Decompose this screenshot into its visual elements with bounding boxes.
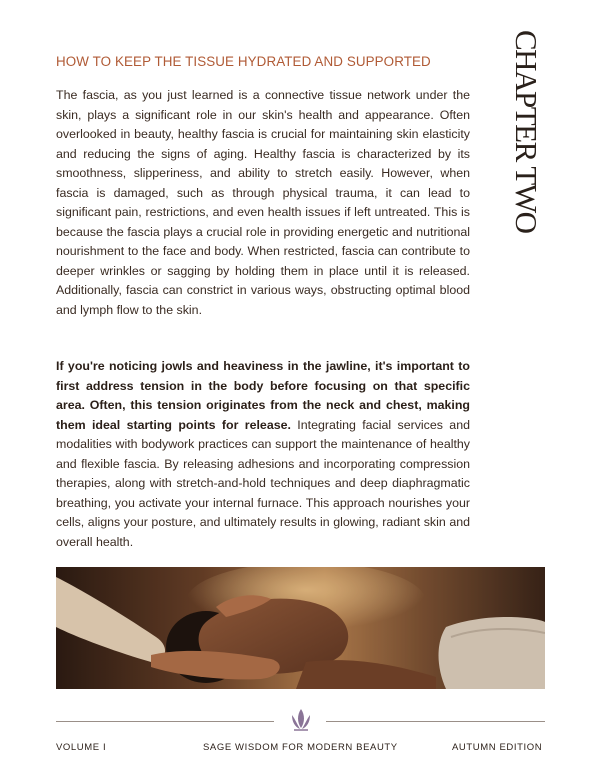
footer-divider-left <box>56 721 274 722</box>
emphasis-text: If you're noticing jowls and heaviness in the jawline, it's important to first address tension in the body before focusing on that specific area. Often, this tension originates from the neck and chest, making them ideal starting points for release. <box>56 359 470 432</box>
footer-divider-right <box>326 721 545 722</box>
body-paragraph-2 <box>56 357 470 552</box>
footer-volume: VOLUME I <box>56 742 107 753</box>
facial-massage-photo <box>56 567 545 689</box>
chapter-label: CHAPTER TWO <box>509 30 544 233</box>
lotus-icon <box>287 706 315 734</box>
footer-edition: AUTUMN EDITION <box>452 742 543 753</box>
photo-illustration <box>56 567 545 689</box>
section-heading: HOW TO KEEP THE TISSUE HYDRATED AND SUPPORTED <box>56 54 431 69</box>
body-paragraph-1: The fascia, as you just learned is a connective tissue network under the skin, plays a significant role in our skin's health and appearance. Often overlooked in beauty, healthy fascia is crucial for maintaining skin elasticity and reducing the signs of aging. Healthy fascia is characterized by its smoothness, slipperiness, and ability to stretch easily. However, when fascia is damaged, such as through physical trauma, it can lead to significant pain, restrictions, and even health issues if left untreated. This is because the fascia plays a crucial role in providing energetic and nutritional nourishment to the face and body. When restricted, fascia can contribute to deeper wrinkles or sagging by holding them in place until it is released. Additionally, fascia can constrict in various ways, obstructing optimal blood and lymph flow to the skin. <box>56 88 470 317</box>
footer-publication-title: SAGE WISDOM FOR MODERN BEAUTY <box>203 742 398 753</box>
paragraph-continuation: Integrating facial services and modalities with bodywork practices can support the maintenance of healthy and flexible fascia. By releasing adhesions and incorporating compression therapies, along with stretch-and-hold techniques and deep diaphragmatic breathing, you activate your internal furnace. This approach nourishes your cells, aligns your posture, and ultimately results in glowing, radiant skin and overall health. <box>56 417 470 549</box>
